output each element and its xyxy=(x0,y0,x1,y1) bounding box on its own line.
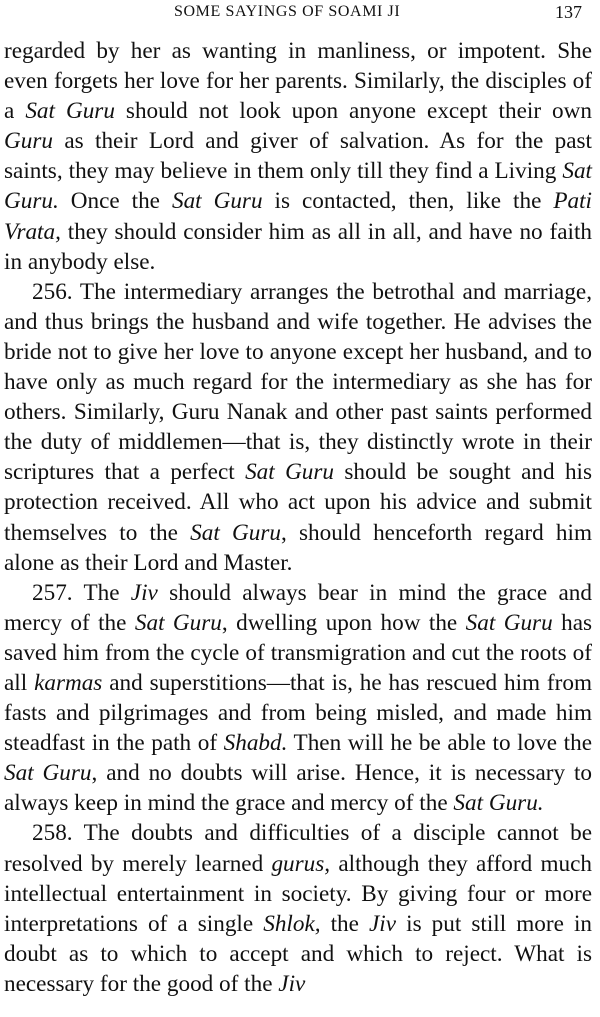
text-run: has saved him from the cycle of transmigration and cut the roots of all xyxy=(4,609,593,696)
text-run: they should consider him as all in all, and have no faith in anybody else. xyxy=(4,218,592,275)
text-run: is contacted, then, like the xyxy=(262,188,554,215)
text-run: 257. The xyxy=(32,579,131,606)
italic-term: Sat Guru xyxy=(465,609,553,636)
text-run: , should henceforth regard him alone as their Lord and Master. xyxy=(4,519,592,576)
italic-term: Jiv xyxy=(130,579,158,606)
italic-term: karmas xyxy=(34,669,103,696)
text-run: the xyxy=(320,910,370,937)
italic-term: Sat Guru xyxy=(190,519,281,546)
italic-term: Sat Guru xyxy=(134,609,222,636)
paragraph-continuation xyxy=(4,36,592,277)
text-run: and superstitions—that is, he has rescued him from fasts and pilgrimages and from being misled, and made him steadfast in the path of xyxy=(4,669,592,757)
text-run: , and no doubts will arise. Hence, it is necessary to always keep in mind the grace and mercy of the xyxy=(4,760,592,817)
italic-term: Sat Guru xyxy=(171,188,263,215)
italic-term: Shlok, xyxy=(263,910,321,937)
text-run: Then will he be able to love the xyxy=(287,730,592,757)
text-run: Once the xyxy=(58,188,172,215)
text-run: as their Lord and giver of salvation. As for the past saints, they may believe in them only till they find a Living xyxy=(4,128,592,185)
page-number: 137 xyxy=(555,2,582,22)
text-run: should always bear in mind the grace and mercy of the xyxy=(4,579,592,636)
text-run: should not look upon anyone except their own xyxy=(114,98,592,125)
italic-term: Shabd. xyxy=(223,730,288,757)
text-run: 258. The doubts and difficulties of a disciple cannot be resolved by merely learned xyxy=(4,820,592,877)
text-run: regarded by her as wanting in manliness, or impotent. She even forgets her love for her parents. Similarly, the disciples of a xyxy=(4,38,592,125)
italic-term: Pati Vrata, xyxy=(4,188,592,245)
text-run: , dwelling upon how the xyxy=(221,609,466,636)
italic-term: Sat Guru xyxy=(245,459,335,486)
text-run: should be sought and his protection received. All who act upon his advice and submit themselves to the xyxy=(4,459,593,546)
text-run: 256. The intermediary arranges the betrothal and marriage, and thus brings the husband and wife together. He advises the bride not to give her love to anyone except her husband, and to have only as much regard for the intermediary as she has for others. Similarly, Guru Nanak and other past saints performed the duty of middlemen—that is, they distinctly wrote in their scriptures that a perfect xyxy=(4,278,592,486)
page-header xyxy=(4,0,592,36)
text-run: is put still more in doubt as to which to accept and which to reject. What is necessary for the good of the xyxy=(4,910,592,997)
italic-term: Guru xyxy=(4,128,53,155)
text-run: although they afford much intellectual entertainment in society. By giving four or more interpretations of a single xyxy=(4,850,593,937)
paragraph-256 xyxy=(4,277,592,578)
italic-term: gurus, xyxy=(271,850,331,877)
italic-term: Jiv xyxy=(369,910,397,937)
body-text xyxy=(4,36,592,999)
paragraph-258 xyxy=(4,818,592,999)
italic-term: Jiv xyxy=(278,970,306,997)
running-title: SOME SAYINGS OF SOAMI JI xyxy=(174,3,401,20)
italic-term: Sat Guru xyxy=(25,98,115,125)
italic-term: Sat Guru. xyxy=(453,790,544,817)
paragraph-257 xyxy=(4,578,592,819)
italic-term: Sat Guru. xyxy=(4,158,592,215)
italic-term: Sat Guru xyxy=(4,760,92,787)
